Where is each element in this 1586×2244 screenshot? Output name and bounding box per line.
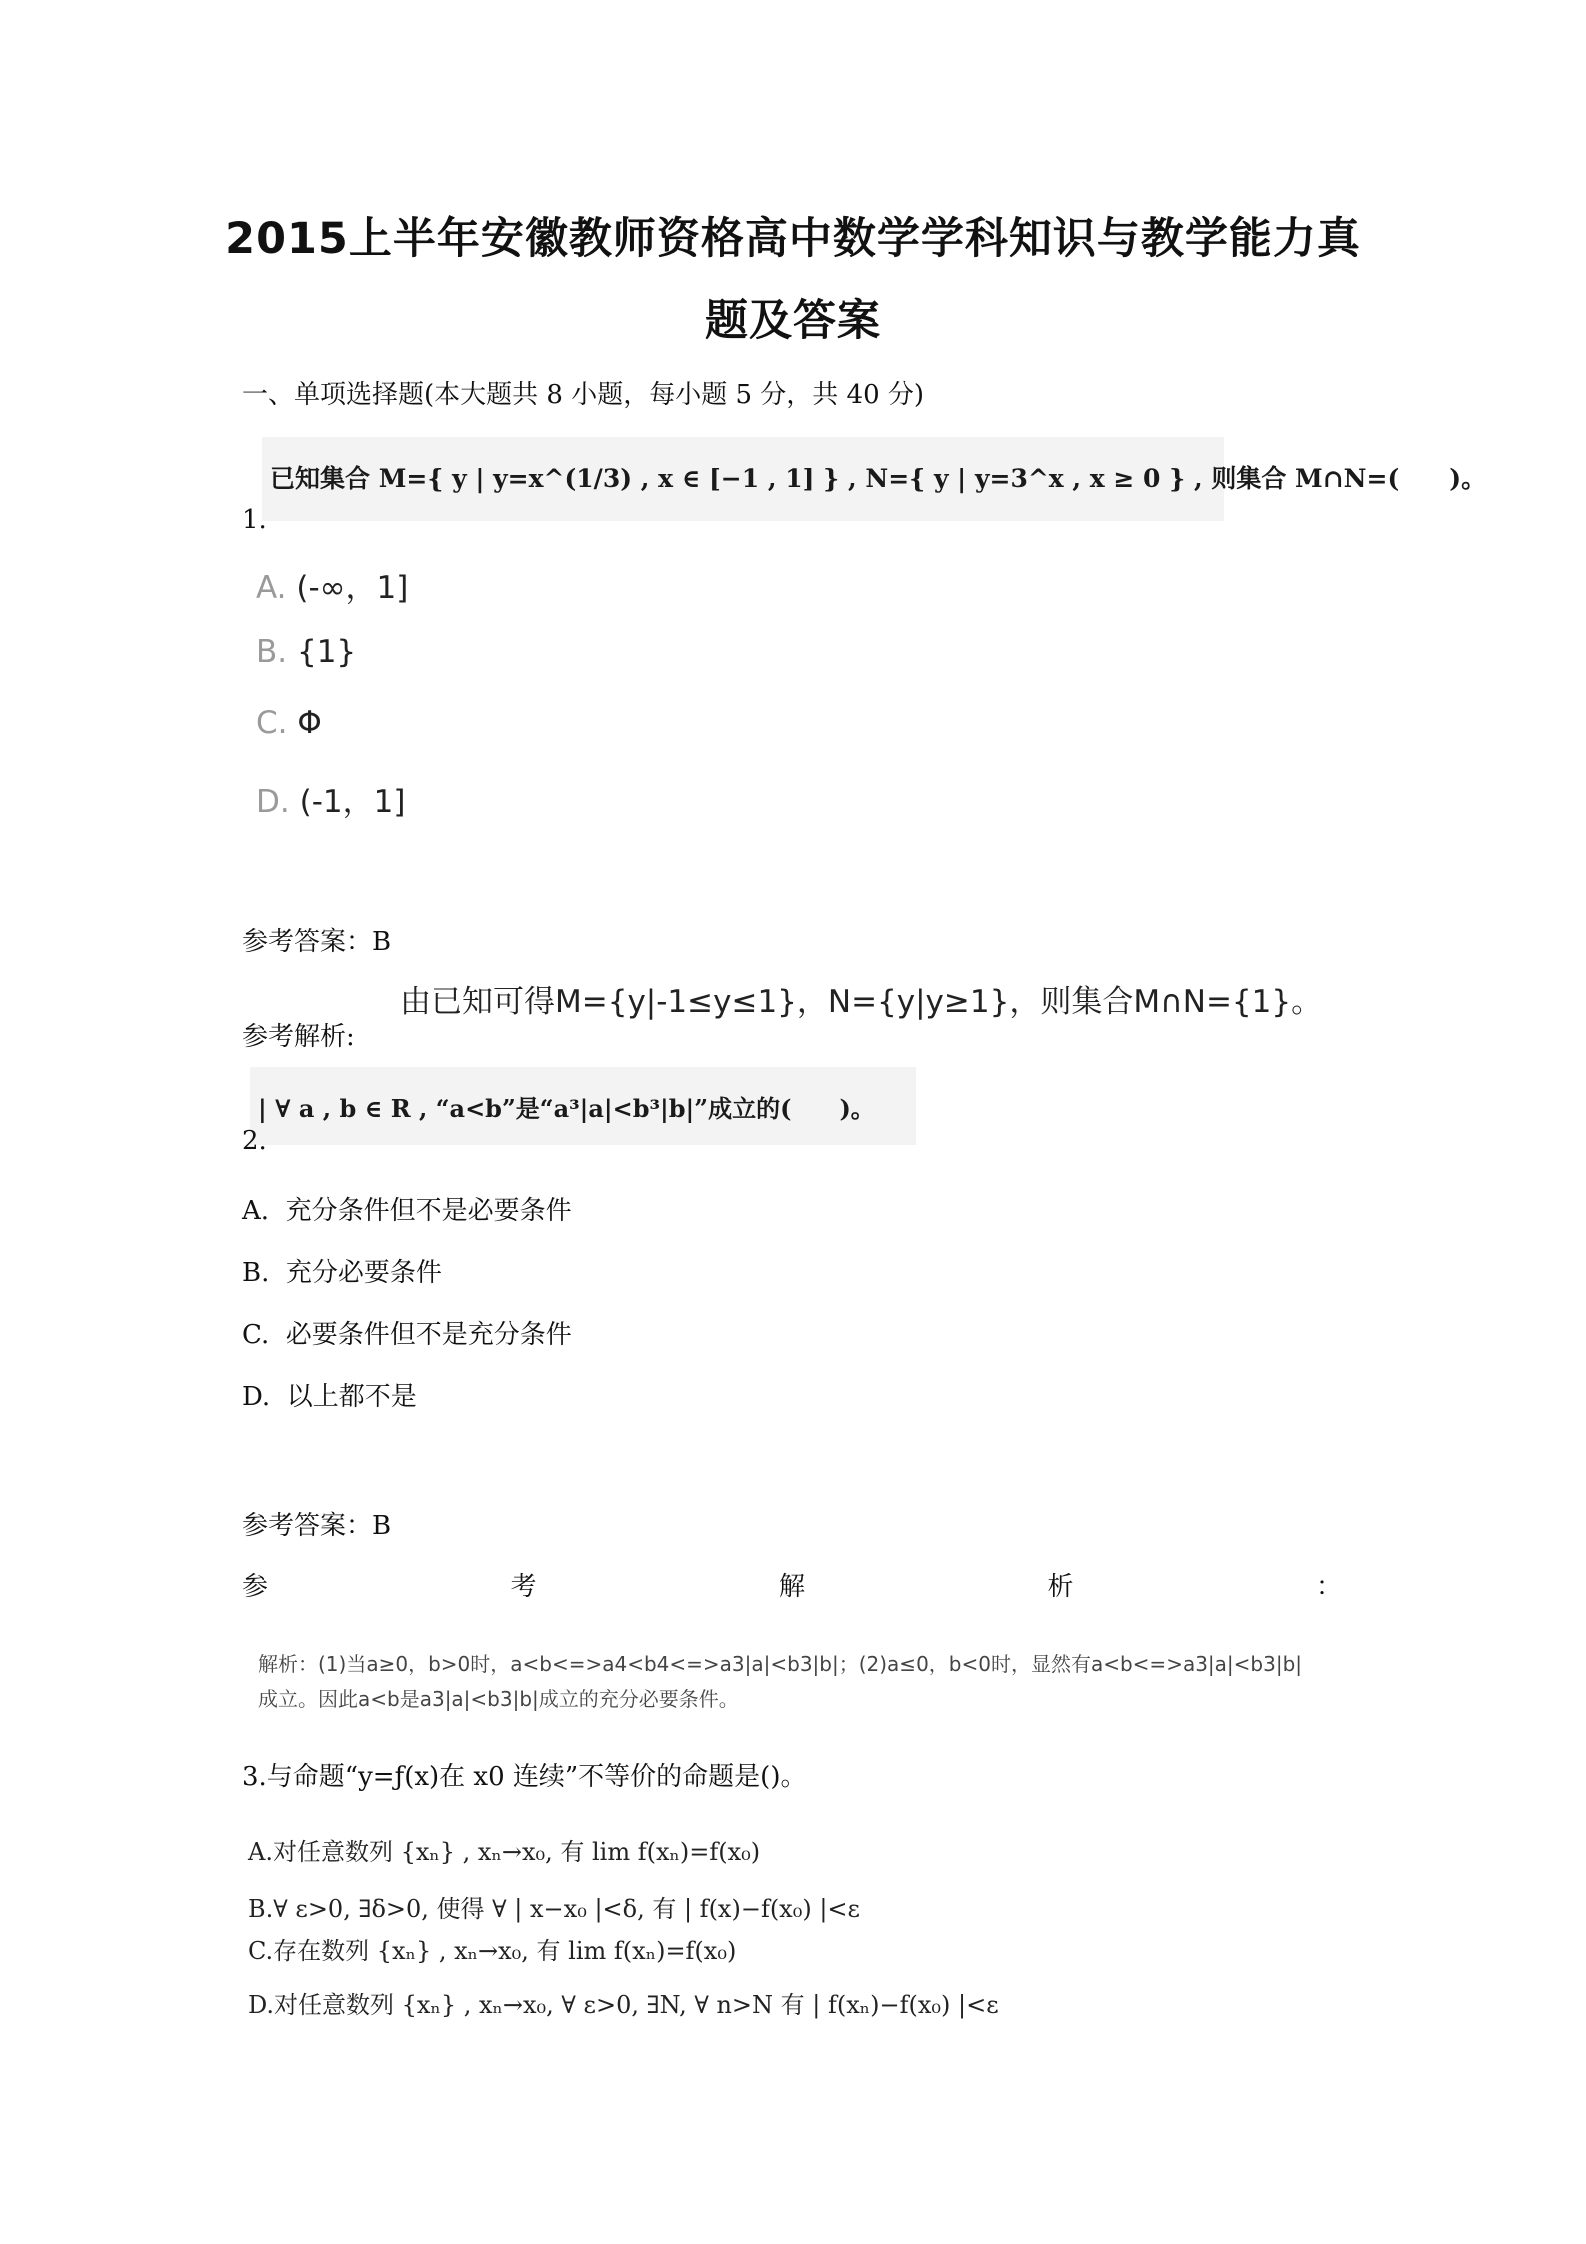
q3-stem: 3.与命题“y=ƒ(x)在 x0 连续”不等价的命题是()。	[242, 1762, 807, 1792]
q2-option-b-text: 充分必要条件	[285, 1258, 442, 1288]
q2-analysis-label-char: 参	[242, 1572, 269, 1602]
q1-option-b-text: {1}	[296, 634, 357, 670]
q2-option-d-text: 以上都不是	[286, 1382, 417, 1412]
q2-option-c-letter: C.	[242, 1320, 270, 1350]
q2-analysis-label-char: ：	[1315, 1572, 1342, 1602]
q2-analysis-label-char: 解	[778, 1572, 805, 1602]
q1-analysis-label: 参考解析:	[242, 1022, 355, 1052]
q1-number: 1.	[242, 505, 267, 535]
q1-option-a-text: (-∞，1]	[296, 570, 409, 606]
q2-option-b	[242, 1252, 442, 1289]
q1-stem-text: 已知集合 M={ y | y=x^(1/3) , x ∈ [−1 , 1] } , N={ y | y=3^x , x ≥ 0 } , 则集合 M∩N=( )。	[270, 464, 1487, 493]
q2-analysis-line1: 解析：(1)当a≥0，b>0时，a<b<=>a4<b4<=>a3|a|<b3|b|；(2)a≤0，b<0时，显然有a<b<=>a3|a|<b3|b|	[258, 1652, 1303, 1676]
q2-analysis-label-char: 析	[1047, 1572, 1074, 1602]
page-title-line1: 2015上半年安徽教师资格高中数学学科知识与教学能力真	[225, 214, 1361, 264]
q2-analysis-line2: 成立。因此a<b是a3|a|<b3|b|成立的充分必要条件。	[258, 1687, 739, 1711]
q3-option-d: D.对任意数列 {xₙ} , xₙ→x₀, ∀ ε>0, ∃N, ∀ n>N 有 | f(xₙ)−f(x₀) |<ε	[248, 1991, 999, 2019]
q2-stem-image	[250, 1067, 916, 1145]
q1-option-d-letter: D.	[256, 784, 290, 820]
q2-analysis-label	[242, 1566, 1342, 1603]
q1-stem-image	[262, 437, 1487, 521]
q2-option-a	[242, 1190, 572, 1227]
q1-option-b	[256, 634, 356, 670]
q2-option-a-text: 充分条件但不是必要条件	[285, 1196, 572, 1226]
page-title-line2: 题及答案	[705, 296, 881, 346]
q1-option-c-text: Φ	[297, 705, 322, 741]
q1-option-c-letter: C.	[256, 705, 288, 741]
q2-number: 2.	[242, 1126, 267, 1156]
q2-option-b-letter: B.	[242, 1258, 270, 1288]
q2-option-d-letter: D.	[242, 1382, 271, 1412]
q1-option-a	[256, 562, 408, 607]
section-heading: 一、单项选择题(本大题共 8 小题，每小题 5 分，共 40 分)	[242, 380, 925, 410]
q1-option-c	[256, 705, 322, 741]
q1-answer: 参考答案：B	[242, 927, 392, 957]
q2-option-c-text: 必要条件但不是充分条件	[285, 1320, 572, 1350]
q3-option-b: B.∀ ε>0, ∃δ>0, 使得 ∀ | x−x₀ |<δ, 有 | f(x)−f(x₀) |<ε	[248, 1895, 860, 1923]
q1-analysis-image-text: 由已知可得M={y|-1≤y≤1}，N={y|y≥1}，则集合M∩N={1}。	[400, 984, 1323, 1020]
q1-option-d	[256, 776, 405, 821]
q1-option-d-text: (-1，1]	[299, 784, 406, 820]
q2-analysis-label-char: 考	[510, 1572, 537, 1602]
q2-stem-text: | ∀ a , b ∈ R , “a<b”是“a³|a|<b³|b|”成立的( )。	[258, 1094, 875, 1123]
q3-option-a: A.对任意数列 {xₙ} , xₙ→x₀, 有 lim f(xₙ)=f(x₀)	[248, 1838, 761, 1866]
q2-option-a-letter: A.	[242, 1196, 270, 1226]
q2-option-c	[242, 1314, 572, 1351]
q2-answer: 参考答案：B	[242, 1511, 392, 1541]
q1-option-a-letter: A.	[256, 570, 287, 606]
q3-option-c: C.存在数列 {xₙ} , xₙ→x₀, 有 lim f(xₙ)=f(x₀)	[248, 1937, 737, 1965]
q2-option-d	[242, 1376, 417, 1413]
q1-option-b-letter: B.	[256, 634, 288, 670]
